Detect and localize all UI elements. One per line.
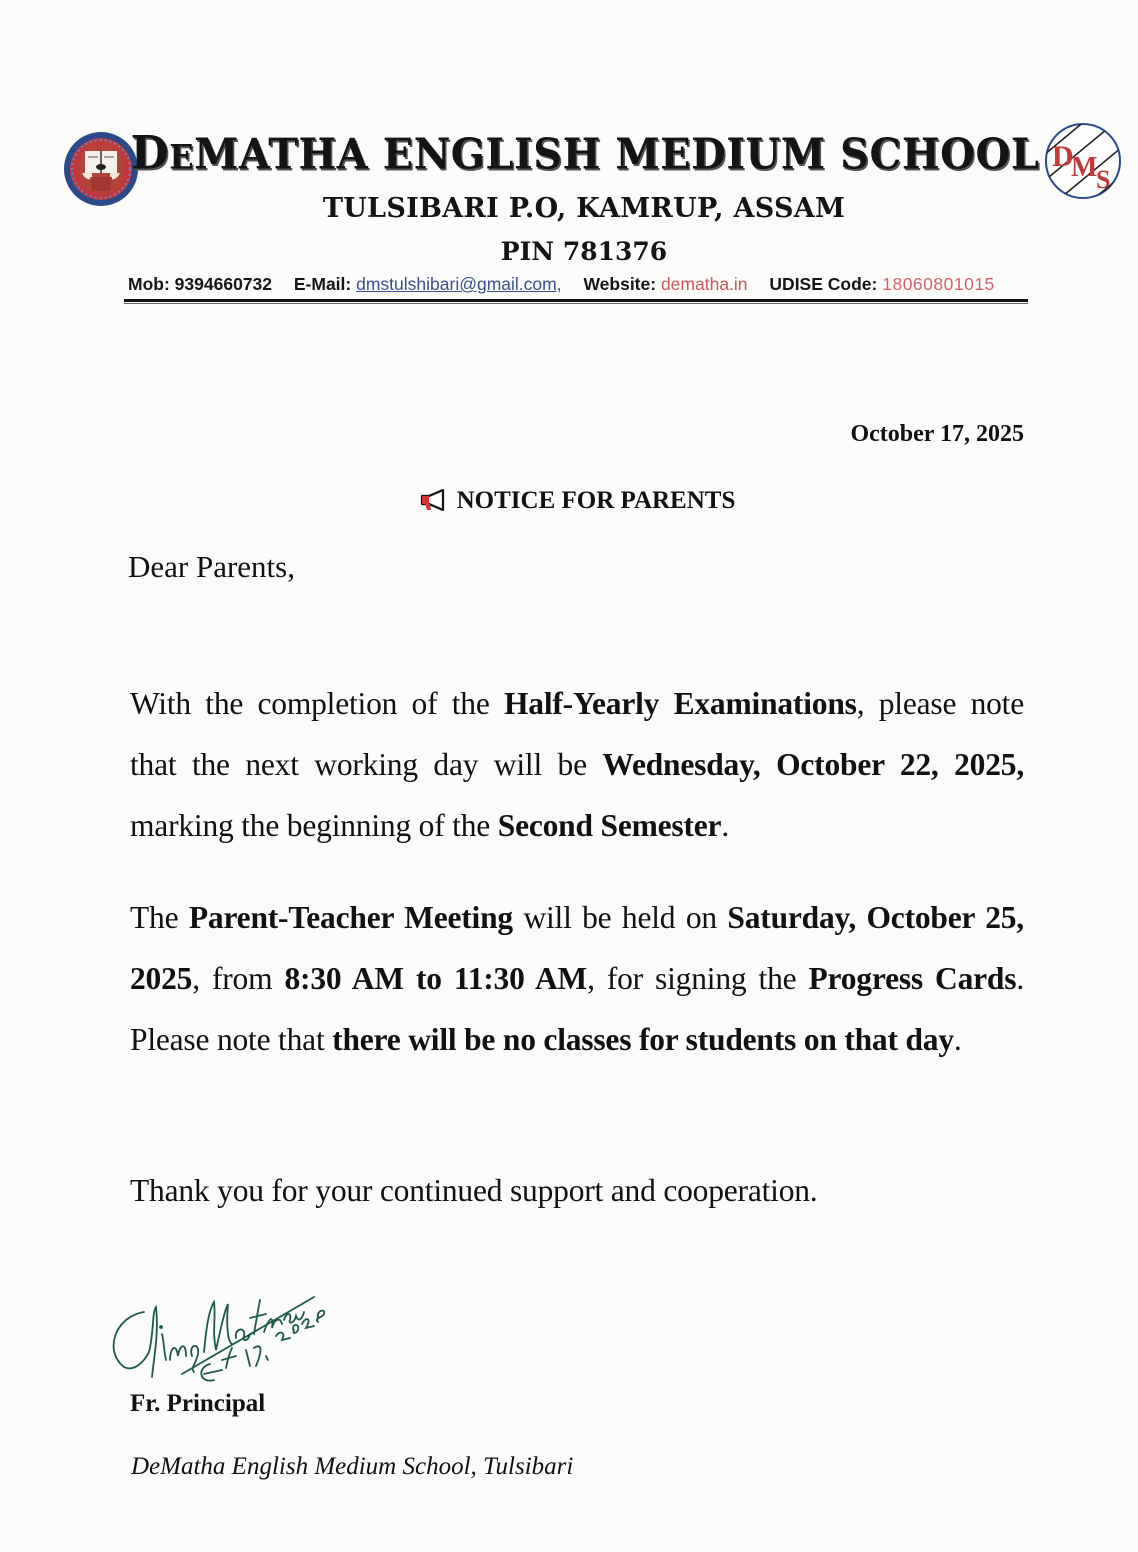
udise-label: UDISE Code: bbox=[769, 274, 878, 294]
meeting-time: 8:30 AM to 11:30 AM bbox=[284, 961, 588, 996]
contact-row bbox=[128, 274, 1028, 295]
next-working-day: Wednesday, October 22, 2025, bbox=[602, 747, 1025, 782]
signer-title: Fr. Principal bbox=[130, 1390, 266, 1417]
mobile-number: 9394660732 bbox=[174, 274, 272, 294]
website-label: Website: bbox=[583, 274, 657, 294]
notice-date: October 17, 2025 bbox=[850, 421, 1024, 447]
notice-title-text: NOTICE FOR PARENTS bbox=[456, 487, 736, 514]
salutation: Dear Parents, bbox=[128, 549, 295, 584]
letterhead-divider-thin bbox=[124, 303, 1028, 304]
paragraph-text: With the completion of the bbox=[130, 686, 504, 721]
meeting-name: Parent-Teacher Meeting bbox=[188, 900, 513, 935]
exam-name: Half-Yearly Examinations bbox=[503, 686, 857, 721]
paragraph-text: will be held on bbox=[512, 900, 728, 935]
letterhead-divider bbox=[124, 299, 1028, 302]
paragraph-ptm bbox=[130, 887, 1024, 1070]
school-footer: DeMatha English Medium School, Tulsibari bbox=[131, 1453, 574, 1480]
notice-title bbox=[0, 487, 1138, 515]
paragraph-next-working-day bbox=[130, 673, 1024, 856]
paragraph-text: . bbox=[721, 808, 730, 843]
progress-cards: Progress Cards bbox=[808, 961, 1017, 996]
school-address: TULSIBARI P.O, KAMRUP, ASSAM bbox=[322, 193, 846, 224]
paragraph-text: . Please note that bbox=[130, 961, 1024, 1057]
svg-text:D: D bbox=[1052, 140, 1074, 173]
paragraph-text: , for signing the bbox=[587, 961, 809, 996]
school-name bbox=[0, 127, 1138, 181]
email-link[interactable]: dmstulshibari@gmail.com, bbox=[356, 274, 562, 294]
paragraph-text: The bbox=[130, 900, 189, 935]
email-label: E-Mail: bbox=[293, 274, 352, 294]
principal-signature bbox=[104, 1272, 334, 1392]
semester-name: Second Semester bbox=[497, 808, 722, 843]
school-name-rest: MATHA ENGLISH MEDIUM SCHOOL bbox=[194, 129, 1040, 180]
school-pin: PIN 781376 bbox=[500, 237, 668, 266]
closing-line: Thank you for your continued support and cooperation. bbox=[130, 1173, 818, 1208]
paragraph-text: , from bbox=[192, 961, 285, 996]
mobile-label: Mob: bbox=[128, 274, 170, 294]
website-link[interactable]: dematha.in bbox=[660, 274, 748, 294]
paragraph-text: marking the beginning of the bbox=[130, 808, 498, 843]
paragraph-text: , please note that the next working day will be bbox=[130, 686, 1024, 782]
school-name-initial: D bbox=[130, 126, 170, 181]
meeting-date: Saturday, October 25, 2025 bbox=[130, 900, 1024, 996]
svg-text:S: S bbox=[1096, 165, 1111, 194]
svg-text:M: M bbox=[1071, 152, 1098, 183]
no-classes-note: there will be no classes for students on that day bbox=[332, 1022, 954, 1057]
school-name-small: E bbox=[169, 137, 195, 178]
paragraph-text: . bbox=[953, 1022, 962, 1057]
megaphone-icon bbox=[419, 489, 449, 511]
udise-code: 18060801015 bbox=[882, 274, 995, 294]
